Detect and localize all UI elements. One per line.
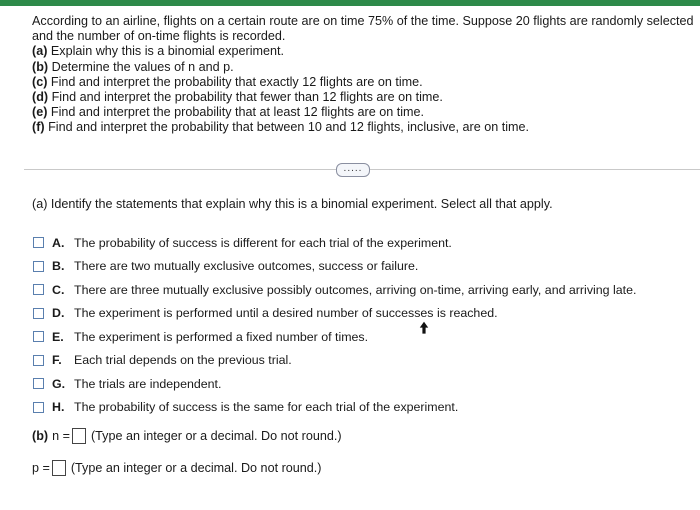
option-letter: H. [52,400,65,415]
option-b[interactable] [33,255,693,279]
p-equals-label: p = [32,461,50,475]
option-text: The experiment is performed until a desired number of successes is reached. [74,306,498,321]
part-c-task [32,75,696,90]
option-letter: E. [52,329,64,344]
n-hint: (Type an integer or a decimal. Do not round.) [90,429,342,443]
part-label: (e) [32,105,48,120]
checkbox-h[interactable] [33,402,44,413]
part-text: Find and interpret the probability that exactly 12 flights are on time. [47,74,423,89]
p-input[interactable] [52,460,66,476]
problem-statement [32,14,696,136]
checkbox-a[interactable] [33,237,44,248]
part-a-prompt: (a) Identify the statements that explain why this is a binomial experiment. Select all that apply. [32,197,553,211]
option-letter: C. [52,282,65,297]
option-text: The experiment is performed a fixed number of times. [74,329,369,344]
part-d-task [32,90,696,105]
option-letter: A. [52,235,65,250]
answer-p-row [32,460,321,476]
part-a-task [32,44,696,59]
p-hint: (Type an integer or a decimal. Do not round.) [70,461,322,475]
checkbox-b[interactable] [33,261,44,272]
part-text: Find and interpret the probability that fewer than 12 flights are on time. [48,90,443,105]
option-letter: F. [52,353,62,368]
option-letter: D. [52,306,65,321]
intro-line-1: According to an airline, flights on a certain route are on time 75% of the time. Suppose 20 flights are randomly selected [32,14,694,28]
part-label: (d) [32,90,49,105]
option-f[interactable] [33,349,693,373]
part-text: Find and interpret the probability that at least 12 flights are on time. [47,105,425,120]
header-accent-bar [0,0,700,6]
checkbox-f[interactable] [33,355,44,366]
option-a[interactable] [33,231,693,255]
option-text: There are two mutually exclusive outcomes, success or failure. [74,259,419,274]
checkbox-e[interactable] [33,331,44,342]
n-input[interactable] [72,428,86,444]
option-letter: G. [52,376,66,391]
part-text: Find and interpret the probability that between 10 and 12 flights, inclusive, are on time. [44,120,530,135]
section-divider [24,163,700,177]
expand-more-button[interactable]: ..... [336,163,370,177]
option-text: The probability of success is different for each trial of the experiment. [74,235,452,250]
part-e-task [32,105,696,120]
intro-line-2: and the number of on-time flights is recorded. [32,29,286,44]
part-label: (c) [32,74,48,89]
option-e[interactable] [33,325,693,349]
option-c[interactable] [33,278,693,302]
part-f-task [32,120,696,135]
option-h[interactable] [33,396,693,420]
part-b-label: (b) [32,429,49,443]
checkbox-g[interactable] [33,378,44,389]
part-label: (f) [32,120,45,135]
part-b-task [32,60,696,75]
option-letter: B. [52,259,65,274]
part-label: (b) [32,59,49,74]
answer-n-row [32,428,342,444]
answer-options [33,231,693,419]
checkbox-d[interactable] [33,308,44,319]
option-g[interactable] [33,372,693,396]
option-text: The trials are independent. [74,376,222,391]
option-d[interactable] [33,302,693,326]
part-label: (a) [32,44,48,59]
mouse-pointer-icon [418,320,430,336]
part-text: Determine the values of n and p. [48,59,234,74]
n-equals-label: n = [52,429,70,443]
option-text: Each trial depends on the previous trial. [74,353,292,368]
part-text: Explain why this is a binomial experiment. [47,44,284,59]
option-text: The probability of success is the same for each trial of the experiment. [74,400,459,415]
option-text: There are three mutually exclusive possibly outcomes, arriving on-time, arriving early, and arriving late. [74,282,637,297]
checkbox-c[interactable] [33,284,44,295]
